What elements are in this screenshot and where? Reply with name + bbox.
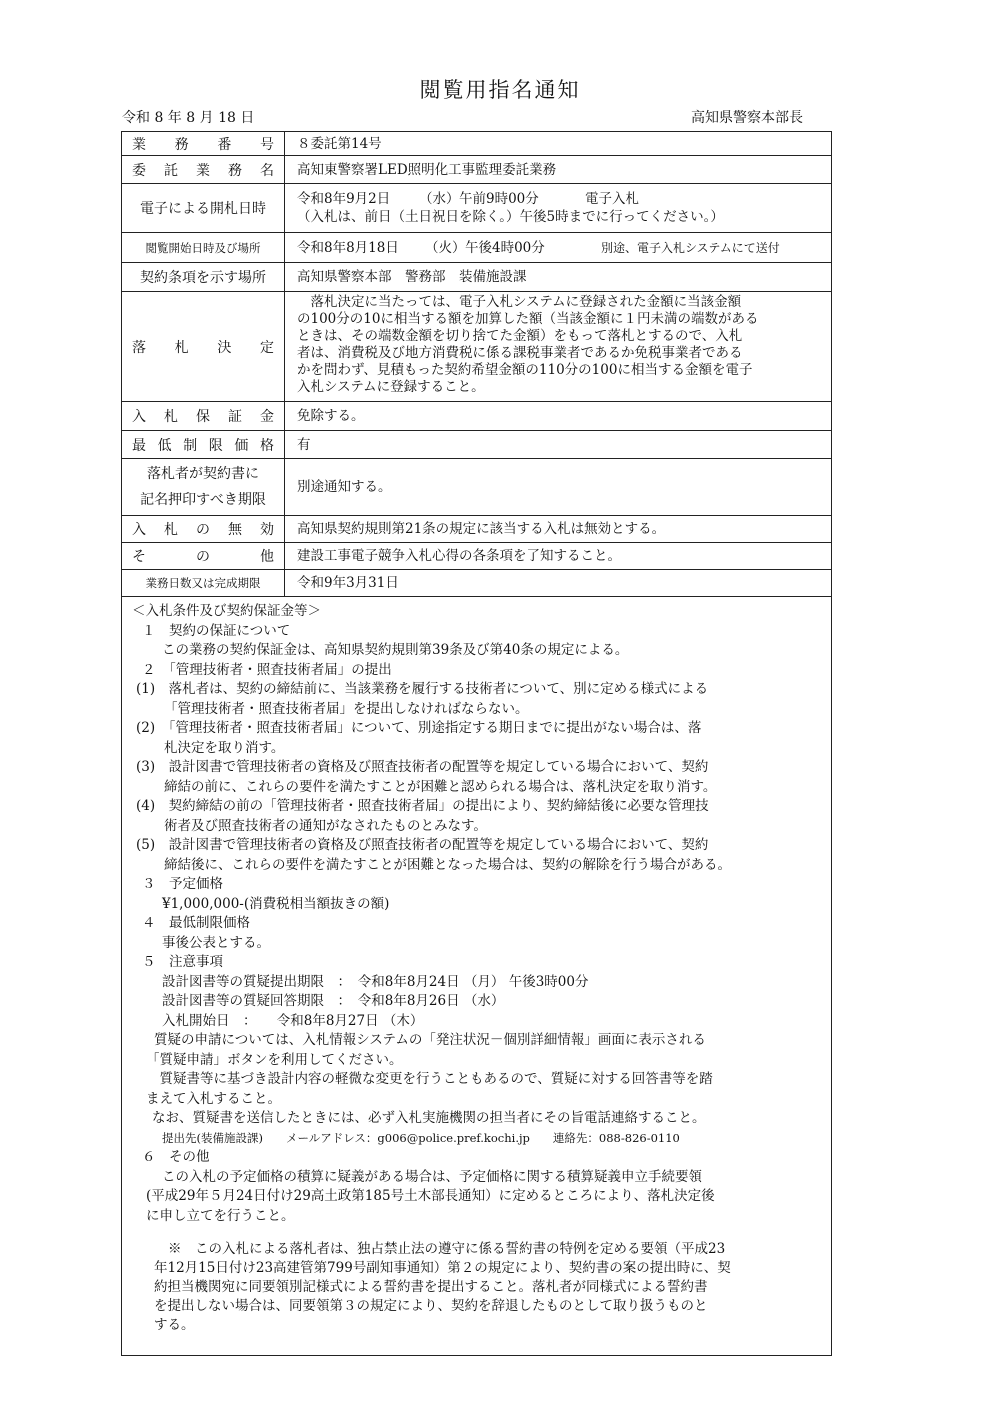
label-char: 入 xyxy=(132,522,146,538)
spaced-label xyxy=(132,337,274,357)
opening-weekday: （水） xyxy=(419,191,460,207)
label-char: 業 xyxy=(132,136,146,153)
document-title: 閲覧用指名通知 xyxy=(419,78,581,102)
list-item-cont: 締結後に、これらの要件を満たすことが困難となった場合は、契約の解除を行う場合がある。 xyxy=(164,856,731,873)
label-contract-name xyxy=(122,156,285,183)
issue-date: 令和 8 年 8 月 18 日 xyxy=(122,110,255,126)
section-title: ６ その他 xyxy=(142,1149,210,1165)
label-char: 他 xyxy=(260,549,274,565)
planned-price: ¥1,000,000-(消費税相当額抜きの額) xyxy=(162,895,390,912)
bid-start-date: 入札開始日 ： 令和8年8月27日 （木） xyxy=(162,1012,424,1029)
label-award-decision xyxy=(122,292,285,401)
spaced-label xyxy=(132,160,274,180)
opening-note: （入札は、前日（土日祝日を除く。）午後5時までに行ってください。） xyxy=(297,209,724,225)
row-contract-terms-place xyxy=(122,263,831,292)
label-char: の xyxy=(196,549,210,565)
row-business-number xyxy=(122,132,831,156)
list-item: (5) 設計図書で管理技術者の資格及び照査技術者の配置等を規定している場合において、契約 xyxy=(136,837,709,853)
section-title: ３ 予定価格 xyxy=(142,876,223,892)
pledge-note-line: 年12月15日付け23高建管第799号副知事通知）第２の規定により、契約書の案の提出時に、契 xyxy=(154,1260,731,1276)
opening-line xyxy=(297,190,639,208)
award-line: ときは、その端数金額を切り捨てた金額）をもって落札とするので、入札 xyxy=(297,328,743,344)
section-body: なお、質疑書を送信したときには、必ず入札実施機関の担当者にその旨電話連絡すること。 xyxy=(152,1110,706,1126)
label-char: 札 xyxy=(164,409,178,425)
section-body: (平成29年５月24日付け29高土政第185号土木部長通知）に定めるところにより、落札決定後 xyxy=(146,1188,715,1204)
label-char: 無 xyxy=(228,522,242,538)
label-char: 委 xyxy=(132,162,146,179)
section-title: ５ 注意事項 xyxy=(142,954,223,970)
label-char: そ xyxy=(132,549,146,565)
label-char: 務 xyxy=(228,162,242,179)
viewing-time: 午後4時00分 xyxy=(465,239,545,256)
row-other xyxy=(122,543,831,570)
label-char: 価 xyxy=(234,437,249,454)
label-char: 号 xyxy=(259,136,274,153)
label-other xyxy=(122,543,285,569)
section-body: まえて入札すること。 xyxy=(146,1090,281,1107)
label-char: 証 xyxy=(228,409,242,425)
pledge-note-line: する。 xyxy=(154,1317,195,1333)
label-signing-deadline xyxy=(122,459,285,515)
value-opening-datetime xyxy=(297,184,823,232)
section-body: この業務の契約保証金は、高知県契約規則第39条及び第40条の規定による。 xyxy=(162,642,629,658)
label-char: 決 xyxy=(217,339,232,356)
value-other: 建設工事電子競争入札心得の各条項を了知すること。 xyxy=(297,548,621,564)
spaced-label xyxy=(132,406,274,426)
opening-time: 午前9時00分 xyxy=(459,191,539,207)
label-contract-terms-place: 契約条項を示す場所 xyxy=(122,263,285,291)
label-business-number xyxy=(122,132,285,155)
award-line: かを問わず、見積もった契約希望金額の110分の100に相当する金額を電子 xyxy=(297,362,753,378)
label-char: 効 xyxy=(260,522,274,538)
row-award-decision xyxy=(122,292,831,402)
list-item: (2) 「管理技術者・照査技術者届」について、別途指定する期日までに提出がない場合は、落 xyxy=(136,720,702,736)
list-item: (4) 契約締結の前の「管理技術者・照査技術者届」の提出により、契約締結後に必要な管理技 xyxy=(136,798,709,814)
section-body: 質疑書等に基づき設計内容の軽微な変更を行うこともあるので、質疑に対する回答書等を踏 xyxy=(146,1071,713,1087)
viewing-date: 令和8年8月18日 xyxy=(297,239,399,256)
section-body: に申し立てを行うこと。 xyxy=(146,1207,295,1224)
value-invalid-bid: 高知県契約規則第21条の規定に該当する入札は無効とする。 xyxy=(297,521,666,537)
value-completion-deadline: 令和9年3月31日 xyxy=(297,575,399,591)
list-item-cont: 札決定を取り消す。 xyxy=(164,739,285,756)
bid-conditions xyxy=(132,602,821,1335)
label-char: の xyxy=(196,522,210,538)
label-line: 記名押印すべき期限 xyxy=(140,492,266,508)
label-viewing-start: 閲覧開始日時及び場所 xyxy=(122,233,285,262)
section-body: 事後公表とする。 xyxy=(162,934,270,951)
answer-deadline: 設計図書等の質疑回答期限 ： 令和8年8月26日 （水） xyxy=(162,993,505,1009)
pledge-note-line: 約担当機関宛に同要領別記様式による誓約書を提出すること。落札者が同様式による誓約書 xyxy=(154,1279,708,1295)
label-invalid-bid xyxy=(122,516,285,542)
value-signing-deadline: 別途通知する。 xyxy=(297,479,392,495)
award-line: 者は、消費税及び地方消費税に係る課税事業者であるか免税事業者である xyxy=(297,345,743,361)
list-item-cont: 締結の前に、これらの要件を満たすことが困難と認められる場合は、落札決定を取り消す。 xyxy=(164,778,717,795)
opening-method: 電子入札 xyxy=(585,191,639,207)
award-line: 落札決定に当たっては、電子入札システムに登録された金額に当該金額 xyxy=(297,294,742,310)
question-deadline: 設計図書等の質疑提出期限 ： 令和8年8月24日 （月） 午後3時00分 xyxy=(162,973,589,990)
pledge-note-line: を提出しない場合は、同要領第３の規定により、契約を辞退したものとして取り扱うものと xyxy=(154,1298,708,1314)
value-bid-bond: 免除する。 xyxy=(297,408,365,424)
label-line: 落札者が契約書に xyxy=(147,466,259,482)
row-signing-deadline xyxy=(122,459,831,516)
award-line: の100分の10に相当する額を加算した額（当該金額に１円未満の端数がある xyxy=(297,311,759,327)
spaced-label xyxy=(132,546,274,566)
value-viewing-start xyxy=(297,233,823,262)
label-char: 札 xyxy=(164,522,178,538)
label-opening-datetime: 電子による開札日時 xyxy=(122,184,285,232)
row-minimum-price xyxy=(122,431,831,459)
label-minimum-price xyxy=(122,431,285,458)
notice-table xyxy=(121,131,832,1356)
label-char: 金 xyxy=(260,409,274,425)
label-char: 名 xyxy=(260,162,274,179)
value-contract-terms-place: 高知県警察本部 警務部 装備施設課 xyxy=(297,269,527,285)
row-contract-name xyxy=(122,156,831,184)
label-char: 制 xyxy=(183,437,198,454)
row-invalid-bid xyxy=(122,516,831,543)
opening-date: 令和8年9月2日 xyxy=(297,191,391,207)
section-body: この入札の予定価格の積算に疑義がある場合は、予定価格に関する積算疑義申立手続要領 xyxy=(162,1168,702,1185)
value-contract-name: 高知東警察署LED照明化工事監理委託業務 xyxy=(297,161,557,178)
spaced-label xyxy=(132,519,274,539)
section-title: ２ 「管理技術者・照査技術者届」の提出 xyxy=(142,661,392,678)
viewing-note: 別途、電子入札システムにて送付 xyxy=(601,240,780,255)
list-item-cont: 「管理技術者・照査技術者届」を提出しなければならない。 xyxy=(164,700,529,717)
value-business-number: ８委託第14号 xyxy=(297,135,382,152)
list-item-cont: 術者及び照査技術者の通知がなされたものとみなす。 xyxy=(164,817,487,834)
viewing-weekday: （火） xyxy=(425,239,466,256)
spaced-label xyxy=(132,134,274,154)
list-item: (3) 設計図書で管理技術者の資格及び照査技術者の配置等を規定している場合において、契約 xyxy=(136,759,709,775)
row-bid-bond xyxy=(122,402,831,431)
spacer xyxy=(132,1226,821,1240)
value-minimum-price: 有 xyxy=(297,436,311,453)
label-completion-deadline: 業務日数又は完成期限 xyxy=(122,570,285,596)
label-char: 限 xyxy=(208,437,223,454)
value-award-decision xyxy=(297,292,823,401)
label-char: 番 xyxy=(217,136,232,153)
section-body: 質疑の申請については、入札情報システムの「発注状況－個別詳細情報」画面に表示される xyxy=(154,1032,706,1048)
section-heading: ＜入札条件及び契約保証金等＞ xyxy=(132,603,321,619)
label-char: 託 xyxy=(164,162,178,179)
label-char: 入 xyxy=(132,409,146,425)
label-char: 定 xyxy=(259,339,274,356)
section-body: 「質疑申請」ボタンを利用してください。 xyxy=(146,1051,403,1068)
label-char: 業 xyxy=(196,162,210,179)
list-item: (1) 落札者は、契約の締結前に、当該業務を履行する技術者について、別に定める様式による xyxy=(136,681,709,697)
label-char: 保 xyxy=(196,409,210,425)
pledge-note-line: ※ この入札による落札者は、独占禁止法の遵守に係る誓約書の特例を定める要領（平成23 xyxy=(168,1241,726,1257)
issuer: 高知県警察本部長 xyxy=(691,110,803,126)
label-char: 低 xyxy=(157,437,172,454)
section-title: １ 契約の保証について xyxy=(142,622,291,639)
spaced-label xyxy=(132,435,274,455)
row-viewing-start xyxy=(122,233,831,263)
label-bid-bond xyxy=(122,402,285,430)
section-title: ４ 最低制限価格 xyxy=(142,915,250,931)
row-opening-datetime xyxy=(122,184,831,233)
label-char: 格 xyxy=(259,437,274,454)
label-char: 札 xyxy=(174,339,189,356)
label-char: 最 xyxy=(132,437,146,454)
contact-info: 提出先(装備施設課) メールアドレス：g006@police.pref.kochi.jp 連絡先：088-826-0110 xyxy=(162,1130,680,1145)
label-char: 落 xyxy=(132,339,146,356)
award-line: 入札システムに登録すること。 xyxy=(297,379,485,395)
row-completion-deadline xyxy=(122,570,831,597)
label-char: 務 xyxy=(174,136,189,153)
